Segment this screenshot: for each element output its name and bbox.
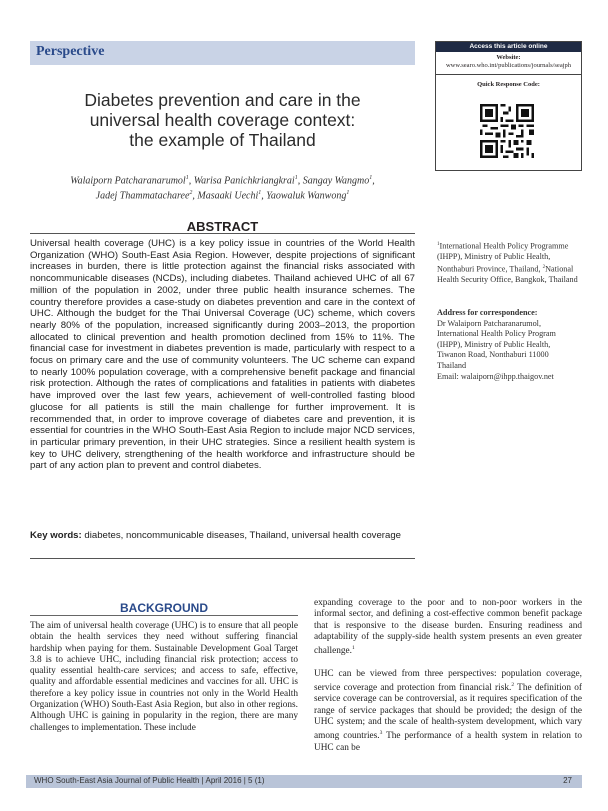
website-label: Website: bbox=[496, 54, 521, 61]
access-divider bbox=[436, 74, 581, 75]
correspondence-line: International Health Policy Program (IHPP), Ministry of Public Health, bbox=[437, 329, 556, 349]
affil-text: National Health Security Office, Bangkok, Thailand bbox=[437, 264, 578, 285]
author-affil-sup: 1 bbox=[294, 175, 298, 181]
author-name: Warisa Panichkriangkrai bbox=[193, 175, 295, 187]
author-line-1: Walaiporn Patcharanarumol$^1$, Warisa Panichkriangkrai$^1$, Sangay Wangmo$^1$, bbox=[70, 175, 375, 187]
access-header: Access this article online bbox=[436, 42, 581, 52]
affil-sup: 2 bbox=[542, 264, 546, 270]
reference-sup[interactable]: 3 bbox=[379, 730, 383, 737]
paragraph-text: The definition of service coverage can be controversial, as it requires specification of the range of service packages that should be provided; the design of the UHC system; and the scale of health-system development, which vary among countries. bbox=[314, 682, 582, 742]
author-list bbox=[30, 172, 415, 203]
title-line: the example of Thailand bbox=[129, 130, 316, 150]
author-affil-sup: 1 bbox=[185, 175, 189, 181]
body-column-2 bbox=[314, 598, 582, 754]
paragraph-text: expanding coverage to the poor and to non-poor workers in the informal sector, and defining a cost-effective common benefit package that is responsive to the disease burden. Ensuring readiness and adaptability of the supply-side health system presents an even greater challenge. bbox=[314, 598, 582, 657]
author-name: Jadej Thammatacharee bbox=[95, 190, 190, 202]
access-website[interactable] bbox=[436, 54, 581, 70]
paragraph bbox=[314, 669, 582, 754]
article-title bbox=[30, 90, 415, 150]
paragraph bbox=[314, 598, 582, 658]
author-line-2: Jadej Thammatacharee$^2$, Masaaki Uechi$^1$, Yaowaluk Wanwong$^1$ bbox=[95, 190, 350, 202]
correspondence bbox=[437, 308, 582, 382]
footer-journal: WHO South-East Asia Journal of Public Health | April 2016 | 5 (1) bbox=[34, 776, 265, 785]
correspondence-line: Thailand bbox=[437, 360, 467, 370]
correspondence-label: Address for correspondence: bbox=[437, 308, 538, 317]
author-name: Sangay Wangmo bbox=[302, 175, 370, 187]
affiliations bbox=[437, 240, 582, 286]
abstract-divider bbox=[30, 233, 415, 234]
body-column-1: The aim of universal health coverage (UHC) is to ensure that all people obtain the health services they need without suffering financial hardship when paying for them. Sustainable Development Goal Target 3.8 is to achieve UHC, including financial risk protection; access to quality essential health-care services; and access to safe, effective, quality and affordable essential medicines and vaccines for all. UHC is therefore a key policy issue in countries not only in the World Health Organization (WHO) South-East Asia Region, but also in other regions. Although UHC is gaining in popularity in the region, there are many challenges to implementation. These include bbox=[30, 621, 298, 733]
website-url[interactable]: www.searo.who.int/publications/journals/seajph bbox=[445, 62, 572, 69]
reference-sup[interactable]: 2 bbox=[511, 681, 515, 688]
keywords bbox=[30, 530, 415, 542]
page-footer bbox=[26, 775, 582, 788]
correspondence-line: Dr Walaiporn Patcharanarumol, bbox=[437, 318, 541, 328]
background-divider bbox=[30, 615, 298, 616]
affil-text: International Health Policy Programme (IHPP), Ministry of Public Health, Nonthaburi Province, Thailand, bbox=[437, 241, 569, 274]
section-label-bar bbox=[30, 41, 415, 65]
author-name: Yaowaluk Wanwong bbox=[266, 190, 347, 202]
author-name: Walaiporn Patcharanarumol bbox=[70, 175, 186, 187]
author-affil-sup: 1 bbox=[369, 175, 373, 181]
footer-page-number: 27 bbox=[563, 776, 572, 785]
abstract-body: Universal health coverage (UHC) is a key policy issue in countries of the World Health Organization (WHO) South-East Asia Region. However, despite projections of significant increases in burden, there is little protection against the financial risks associated with noncommunicable diseases (NCDs), including diabetes. Thailand achieved UHC of all 67 million of the population in 2002, under three public health insurance schemes. The country therefore provides a case-study on diabetes prevention and care in the context of UHC. Although the budget for the Thai Universal Coverage (UC) scheme, which covers nearly 80% of the population, increased significantly during 2003–2013, the proportion allocated to clinical prevention and health promotion declined from 15% to 11%. The financial case for investment in diabetes prevention is made, particularly with respect to a focus on primary care and the use of community volunteers. The UC scheme can expand to nearly 100% population coverage, with a comprehensive benefit package and financial risk protection. Although the rates of complications and fatalities in patients with diabetes have improved over the last few years, achievement of well-controlled fasting blood glucose for all patients is still the main challenge for further improvement. It is recommended that, in order to improve coverage of diabetes care and prevention, it is essential for countries in the WHO South-East Asia Region to include major NCD services, in particular primary prevention, in their UHC strategies. Since a resilient health system is key to UHC delivery, strengthening of the health workforce and infrastructure should be part of any action plan to prevent and control diabetes. bbox=[30, 238, 415, 472]
correspondence-line: Tiwanon Road, Nonthaburi 11000 bbox=[437, 350, 549, 360]
author-affil-sup: 1 bbox=[258, 190, 262, 197]
section-label: Perspective bbox=[36, 44, 105, 59]
title-line: universal health coverage context: bbox=[89, 110, 356, 130]
qr-code-icon[interactable] bbox=[480, 104, 534, 158]
paragraph-text: The performance of a health system in relation to UHC can be bbox=[314, 731, 582, 753]
access-article-box bbox=[435, 41, 582, 171]
qr-label: Quick Response Code: bbox=[477, 81, 540, 88]
author-affil-sup: 2 bbox=[189, 190, 193, 197]
author-name: Masaaki Uechi bbox=[197, 190, 259, 202]
paragraph-text: UHC can be viewed from three perspectives: population coverage, service coverage and protection from financial risk. bbox=[314, 668, 582, 693]
abstract-heading: ABSTRACT bbox=[186, 219, 259, 234]
background-heading: BACKGROUND bbox=[120, 601, 208, 615]
keywords-text: diabetes, noncommunicable diseases, Thailand, universal health coverage bbox=[84, 530, 402, 541]
affil-sup: 1 bbox=[437, 242, 440, 247]
title-line: Diabetes prevention and care in the bbox=[84, 90, 361, 110]
keywords-divider bbox=[30, 558, 415, 559]
keywords-label: Key words: bbox=[30, 530, 82, 541]
author-affil-sup: 1 bbox=[346, 190, 350, 197]
correspondence-email[interactable]: Email: walaiporn@ihpp.thaigov.net bbox=[437, 371, 554, 381]
reference-sup[interactable]: 1 bbox=[351, 645, 355, 652]
